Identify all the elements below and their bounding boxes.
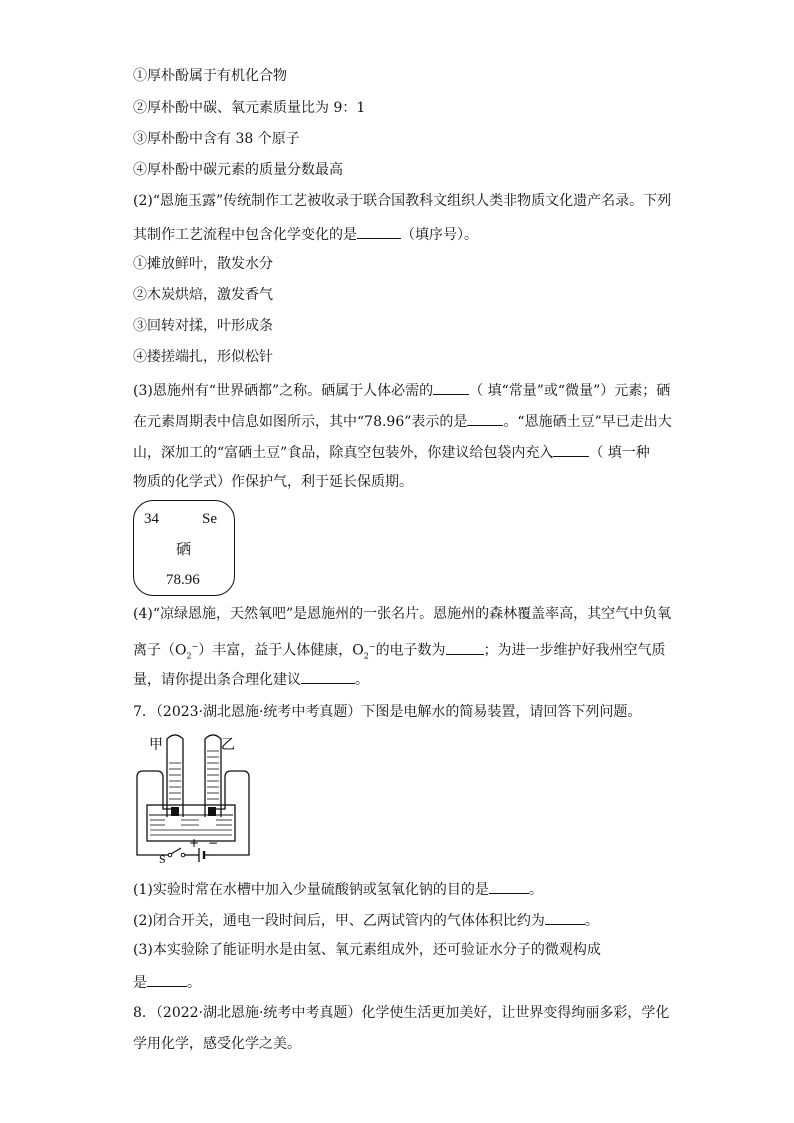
part4-text-a: 离子（O bbox=[133, 642, 187, 659]
part4-line3 bbox=[133, 669, 369, 687]
element-symbol: Se bbox=[202, 511, 217, 527]
part3-text-c: 在元素周期表中信息如图所示，其中“78.96”表示的是 bbox=[133, 414, 468, 430]
part3-line4: 物质的化学式）作保护气，利于延长保质期。 bbox=[133, 474, 413, 490]
part3-text-a: (3)恩施州有“世界硒都”之称。硒属于人体必需的 bbox=[133, 383, 434, 399]
part3-line1 bbox=[133, 380, 670, 398]
q7-part2-text: (2)闭合开关，通电一段时间后，甲、乙两试管内的气体体积比约为 bbox=[133, 913, 545, 929]
electrolysis-apparatus bbox=[133, 733, 263, 865]
q7-part3-cont bbox=[133, 972, 201, 990]
answer-blank bbox=[467, 411, 503, 426]
q7-part1-text: (1)实验时常在水槽中加入少量硫酸钠或氢氧化钠的目的是 bbox=[133, 882, 489, 898]
option-1-4: ④厚朴酚中碳元素的质量分数最高 bbox=[133, 162, 343, 178]
answer-blank bbox=[446, 640, 484, 655]
q7-part3-text: 是 bbox=[133, 975, 147, 991]
question-7-stem: 7．（2023·湖北恩施·统考中考真题）下图是电解水的简易装置，请回答下列问题。 bbox=[133, 704, 642, 720]
q7-part2 bbox=[133, 910, 599, 928]
part3-text-d: 。“恩施硒土豆”早已走出大 bbox=[503, 414, 672, 430]
answer-blank bbox=[147, 972, 187, 987]
element-name: 硒 bbox=[176, 542, 192, 558]
part3-text-b: （ 填“常量”或“微量”）元素；硒 bbox=[469, 383, 671, 399]
switch-lever bbox=[171, 848, 181, 854]
part2-text-a: 其制作工艺流程中包含化学变化的是 bbox=[133, 227, 357, 243]
option-2-3: ③回转对揉，叶形成条 bbox=[133, 318, 273, 334]
q7-part2-end: 。 bbox=[584, 913, 599, 929]
part3-text-f: （ 填一种 bbox=[589, 445, 650, 461]
wire-right bbox=[213, 771, 249, 855]
ion-superscript: − bbox=[191, 642, 199, 651]
electrode-left bbox=[171, 807, 179, 816]
answer-blank bbox=[433, 380, 469, 395]
battery-minus: − bbox=[208, 836, 219, 850]
tube-label-yi: 乙 bbox=[221, 737, 235, 753]
answer-blank bbox=[553, 442, 589, 457]
part4-line2 bbox=[133, 638, 666, 661]
question-8-stem: 8．（2022·湖北恩施·统考中考真题）化学使生活更加美好，让世界变得绚丽多彩，学化 bbox=[133, 1005, 670, 1021]
part4-text-c: 的电子数为 bbox=[375, 642, 446, 659]
electrode-right bbox=[208, 807, 216, 816]
answer-blank bbox=[489, 879, 529, 894]
element-cell-selenium bbox=[133, 500, 235, 596]
q7-part3: (3)本实验除了能证明水是由氢、氧元素组成外，还可验证水分子的微观构成 bbox=[133, 942, 601, 958]
water-lines bbox=[150, 820, 232, 835]
part4-text-d: ；为进一步维护好我州空气质 bbox=[483, 642, 666, 659]
part2-stem-line1: (2)“恩施玉露”传统制作工艺被收录于联合国教科文组织人类非物质文化遗产名录。下列 bbox=[133, 193, 672, 209]
option-1-3: ③厚朴酚中含有 38 个原子 bbox=[133, 131, 300, 147]
option-2-2: ②木炭烘焙，激发香气 bbox=[133, 287, 273, 303]
battery-plus: + bbox=[189, 836, 200, 850]
ion-subscript: 2 bbox=[186, 651, 192, 661]
option-1-1: ①厚朴酚属于有机化合物 bbox=[133, 68, 287, 84]
q7-part3-end: 。 bbox=[187, 975, 201, 991]
answer-blank bbox=[357, 224, 401, 239]
q7-part1-end: 。 bbox=[528, 882, 543, 898]
answer-blank bbox=[301, 669, 355, 684]
q7-part1 bbox=[133, 879, 543, 897]
tube-water-lines bbox=[169, 751, 219, 805]
ion-superscript: − bbox=[368, 642, 376, 651]
switch-contact bbox=[181, 853, 185, 857]
question-8-stem-cont: 学用化学，感受化学之美。 bbox=[133, 1036, 301, 1052]
part2-text-b: （填序号）。 bbox=[401, 227, 478, 243]
part4-text-f: 。 bbox=[355, 672, 369, 688]
atomic-number: 34 bbox=[144, 511, 159, 527]
part4-line1: (4)“凉绿恩施，天然氧吧”是恩施州的一张名片。恩施州的森林覆盖率高，其空气中负氧 bbox=[133, 606, 672, 622]
ion-subscript: 2 bbox=[363, 651, 369, 661]
atomic-mass: 78.96 bbox=[166, 572, 200, 588]
option-1-2: ②厚朴酚中碳、氧元素质量比为 9：1 bbox=[133, 100, 366, 116]
switch-label: S bbox=[159, 852, 166, 865]
part4-text-b: ）丰富，益于人体健康，O bbox=[198, 642, 364, 659]
answer-blank bbox=[545, 910, 585, 925]
part3-line2 bbox=[133, 411, 672, 429]
part3-line3 bbox=[133, 442, 650, 460]
option-2-4: ④搂搓端扎，形似松针 bbox=[133, 349, 273, 365]
part4-text-e: 量，请你提出条合理化建议 bbox=[133, 672, 301, 688]
part2-stem-line2 bbox=[133, 224, 478, 242]
option-2-1: ①摊放鲜叶，散发水分 bbox=[133, 256, 273, 272]
tube-label-jia: 甲 bbox=[149, 737, 163, 753]
part3-text-e: 山，深加工的“富硒土豆”食品，除真空包装外，你建议给包袋内充入 bbox=[133, 445, 554, 461]
